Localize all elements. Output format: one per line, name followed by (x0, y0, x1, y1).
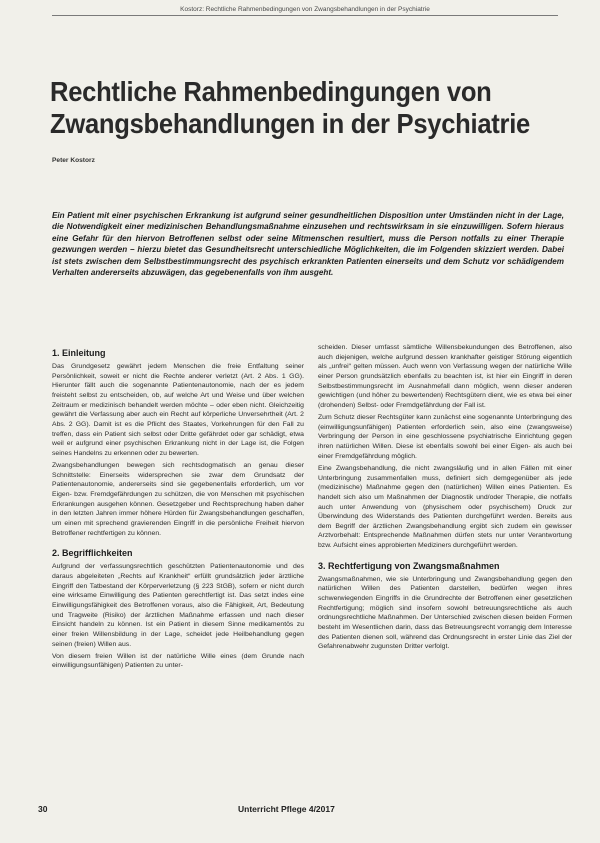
page-number: 30 (38, 804, 48, 814)
journal-name: Unterricht Pflege 4/2017 (238, 804, 335, 814)
paragraph: Zwangsmaßnahmen, wie sie Unterbringung und Zwangsbehandlung gegen den natürlichen Willen des Patienten darstellen, bedürfen wegen ihres schwerwiegenden Eingriffs in die Grundrechte der Betroffenen einer gesetzlichen Rechtfertigung; möglich sind insofern sowohl betreuungsrechtliche als auch ordnungsrechtliche Maßnahmen. Der Unterschied zwischen diesen beiden Formen besteht im Wesentlichen darin, dass das Betreuungsrecht vorrangig dem Interesse des Patienten dienen soll, während das Ordnungsrecht in erster Linie das Ziel der Gefahrenabwehr zugunsten Dritter verfolgt. (318, 575, 572, 651)
running-header: Kostorz: Rechtliche Rahmenbedingungen von Zwangsbehandlungen in der Psychiatrie (180, 6, 430, 13)
paragraph: Eine Zwangsbehandlung, die nicht zwangsläufig und in allen Fällen mit einer Unterbringung zusammenfallen muss, definiert sich demgegenüber als jede (medizinische) Maßnahme gegen den (natürlichen) Willen eines Patienten. Es handelt sich also um Maßnahmen der Diagnostik und/oder Therapie, die notfalls auch unter Anwendung von (physischem oder psychischem) Druck zur Überwindung des Widerstands des Patienten durchgeführt werden. Bereits aus dem Begriff der ärztlichen Zwangsbehandlung ergibt sich zudem ein gewisser Arztvorbehalt: Entsprechende Maßnahmen dürfen stets nur unter Verantwortung bzw. Aufsicht eines approbierten Mediziners durchgeführt werden. (318, 464, 572, 550)
section-heading-rechtfertigung: 3. Rechtfertigung von Zwangsmaßnahmen (318, 560, 500, 571)
paragraph: Von diesem freien Willen ist der natürliche Wille eines (dem Grunde nach einwilligungsunfähigen) Patienten zu unter- (52, 652, 304, 670)
paragraph: Das Grundgesetz gewährt jedem Menschen die freie Entfaltung seiner Persönlichkeit, soweit er nicht die Rechte anderer verletzt (Art. 2 Abs. 1 GG). Hierunter fällt auch die sogenannte Patientenautonomie, nach der es jedem freisteht selbst zu entscheiden, ob, auf welche Art und Weise und über welchen Zeitraum er medizinisch behandelt werden möchte – oder eben nicht. Gleichzeitig gewährt die Verfassung aber auch ein Recht auf körperliche Unversehrtheit (Art. 2 Abs. 2 GG). Damit ist es die Pflicht des Staates, Vorkehrungen für den Fall zu treffen, dass ein Patient sich selbst oder Dritte gefährdet oder gar schädigt, etwa weil er aufgrund einer psychischen Erkrankung nicht in der Lage ist, die Folgen seines Handelns zu erkennen oder zu bewerten. (52, 363, 304, 457)
header-rule (52, 15, 558, 16)
left-column (52, 347, 304, 674)
abstract: Ein Patient mit einer psychischen Erkrankung ist aufgrund seiner gesundheitlichen Disposition unter Umständen nicht in der Lage, die Notwendigkeit einer medizinischen Behandlungsmaßnahme einzusehen und rechtswirksam in sie einzuwilligen. Sofern hieraus eine Gefahr für den hiervon Betroffenen selbst oder seine Mitmenschen resultiert, muss die Person notfalls zu einer Therapie gezwungen werden – hierzu bietet das Gesundheitsrecht unterschiedliche Möglichkeiten, die im Folgenden skizziert werden. Dabei ist stets zwischen dem Selbstbestimmungsrecht des psychisch erkrankten Patienten einerseits und dem Schutz vor schädigendem Verhalten andererseits abzuwägen, das gegebenenfalls von ihm ausgeht. (52, 211, 564, 278)
right-column (318, 343, 572, 655)
author-name: Peter Kostorz (52, 157, 95, 164)
paragraph: scheiden. Dieser umfasst sämtliche Willensbekundungen des Betroffenen, also auch diejenigen, welche aufgrund dessen krankhafter geistiger Störung eigentlich als „unfrei“ gelten müssen. Auch wenn von Verfassung wegen der natürliche Wille einer Person grundsätzlich ebenfalls zu beachten ist, ist hier ein Eingriff in deren Selbstbestimmungsrecht im Ausnahmefall dann möglich, wenn dieser anderen gewichtigen (und höher zu bewertenden) Rechtsgütern dient, wie es etwa bei einer (drohenden) Selbst- oder Fremdgefährdung der Fall ist. (318, 344, 572, 409)
paragraph: Aufgrund der verfassungsrechtlich geschützten Patientenautonomie und des daraus abgeleiteten „Rechts auf Krankheit“ erfüllt grundsätzlich jeder ärztliche Eingriff den Tatbestand der Körperverletzung (§ 223 StGB), sofern er nicht durch eine wirksame Einwilligung des Patienten gerechtfertigt ist. Das setzt indes eine Einwilligungsfähigkeit des Betroffenen voraus, also die Fähigkeit, Art, Bedeutung und Tragweite (Risiko) der ärztlichen Maßnahme erfassen und nach dieser Einsicht handeln zu können. Ist ein Patient in diesem Sinne medikamentös zu einer freien Willensbildung in der Lage, scheidet jede Heilbehandlung gegen seinen (freien) Willen aus. (52, 563, 304, 648)
paragraph: Zum Schutz dieser Rechtsgüter kann zunächst eine sogenannte Unterbringung des (einwilligungsunfähigen) Patienten erforderlich sein, also eine (zwangsweise) Verbringung der Person in eine geschlossene psychiatrische Einrichtung gegen ihren natürlichen Willen. Diese ist ebenfalls sowohl bei einer Eigen- als auch bei einer Fremdgefährdung möglich. (318, 414, 572, 460)
section-heading-begrifflichkeiten: 2. Begrifflichkeiten (52, 548, 133, 559)
section-heading-einleitung: 1. Einleitung (52, 348, 106, 358)
article-title: Rechtliche Rahmenbedingungen von Zwangsbehandlungen in der Psychiatrie (50, 76, 530, 139)
paragraph: Zwangsbehandlungen bewegen sich rechtsdogmatisch an genau dieser Schnittstelle: Einerseits widersprechen sie zwar dem Grundsatz der Patientenautonomie, andererseits sind sie gegebenenfalls erforderlich, um vor Eigen- bzw. Fremdgefährdungen zu schützen, die von Menschen mit psychischen Erkrankungen ausgehen können. Gesetzgeber und Rechtsprechung haben daher in den letzten Jahren immer höhere Hürden für Zwangsbehandlungen geschaffen, um einen mit sprechend gravierenden Eingriff in die persönliche Freiheit hiervon Betroffener rechtfertigen zu können. (52, 462, 304, 537)
